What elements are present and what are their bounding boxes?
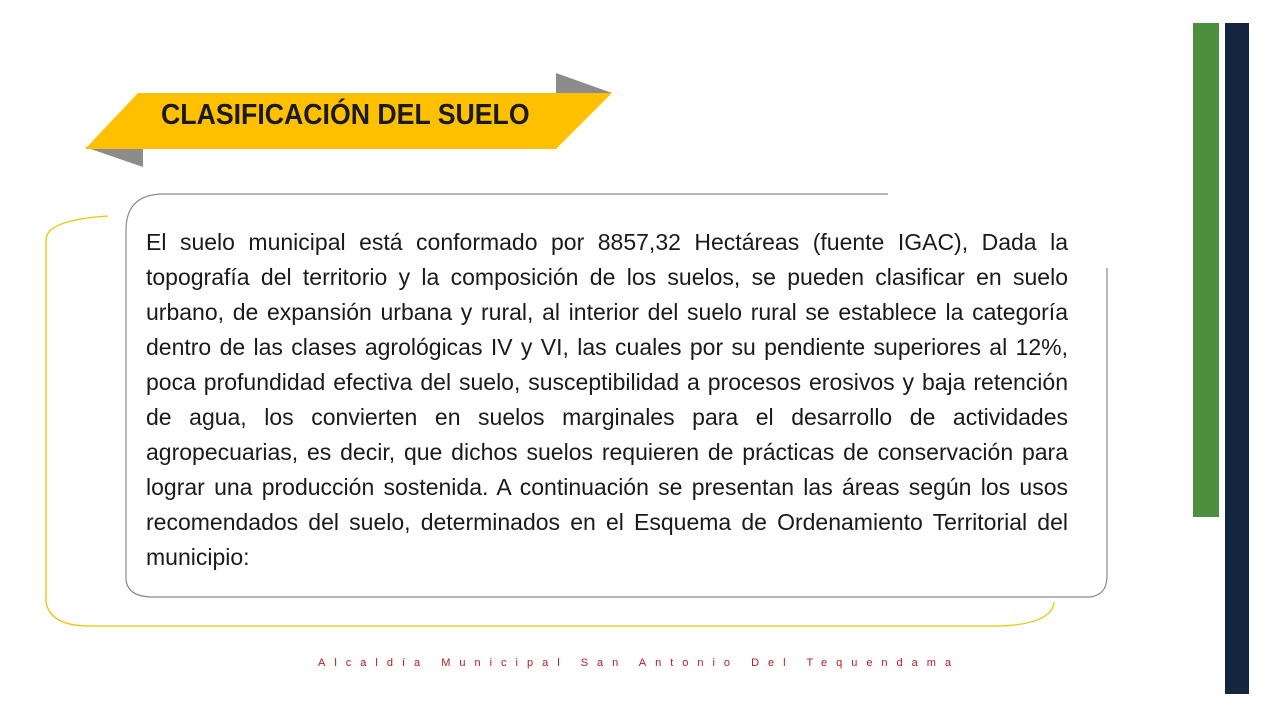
green-accent-bar	[1193, 23, 1219, 517]
body-paragraph: El suelo municipal está conformado por 8857,32 Hectáreas (fuente IGAC), Dada la topografía del territorio y la composición de los suelos, se pueden clasificar en suelo urbano, de expansión urbana y rural, al interior del suelo rural se establece la categoría dentro de las clases agrológicas IV y VI, las cuales por su pendiente superiores al 12%, poca profundidad efectiva del suelo, susceptibilidad a procesos erosivos y baja retención de agua, los convierten en suelos marginales para el desarrollo de actividades agropecuarias, es decir, que dichos suelos requieren de prácticas de conservación para lograr una producción sostenida. A continuación se presentan las áreas según los usos recomendados del suelo, determinados en el Esquema de Ordenamiento Territorial del municipio:	[146, 229, 1068, 570]
navy-accent-bar	[1225, 23, 1249, 694]
footer-text: Alcaldía Municipal San Antonio Del Tequendama	[318, 657, 961, 669]
banner-gray-fold-top	[556, 73, 612, 93]
page-title: CLASIFICACIÓN DEL SUELO	[161, 99, 530, 131]
banner-gray-fold-bottom	[85, 147, 143, 167]
